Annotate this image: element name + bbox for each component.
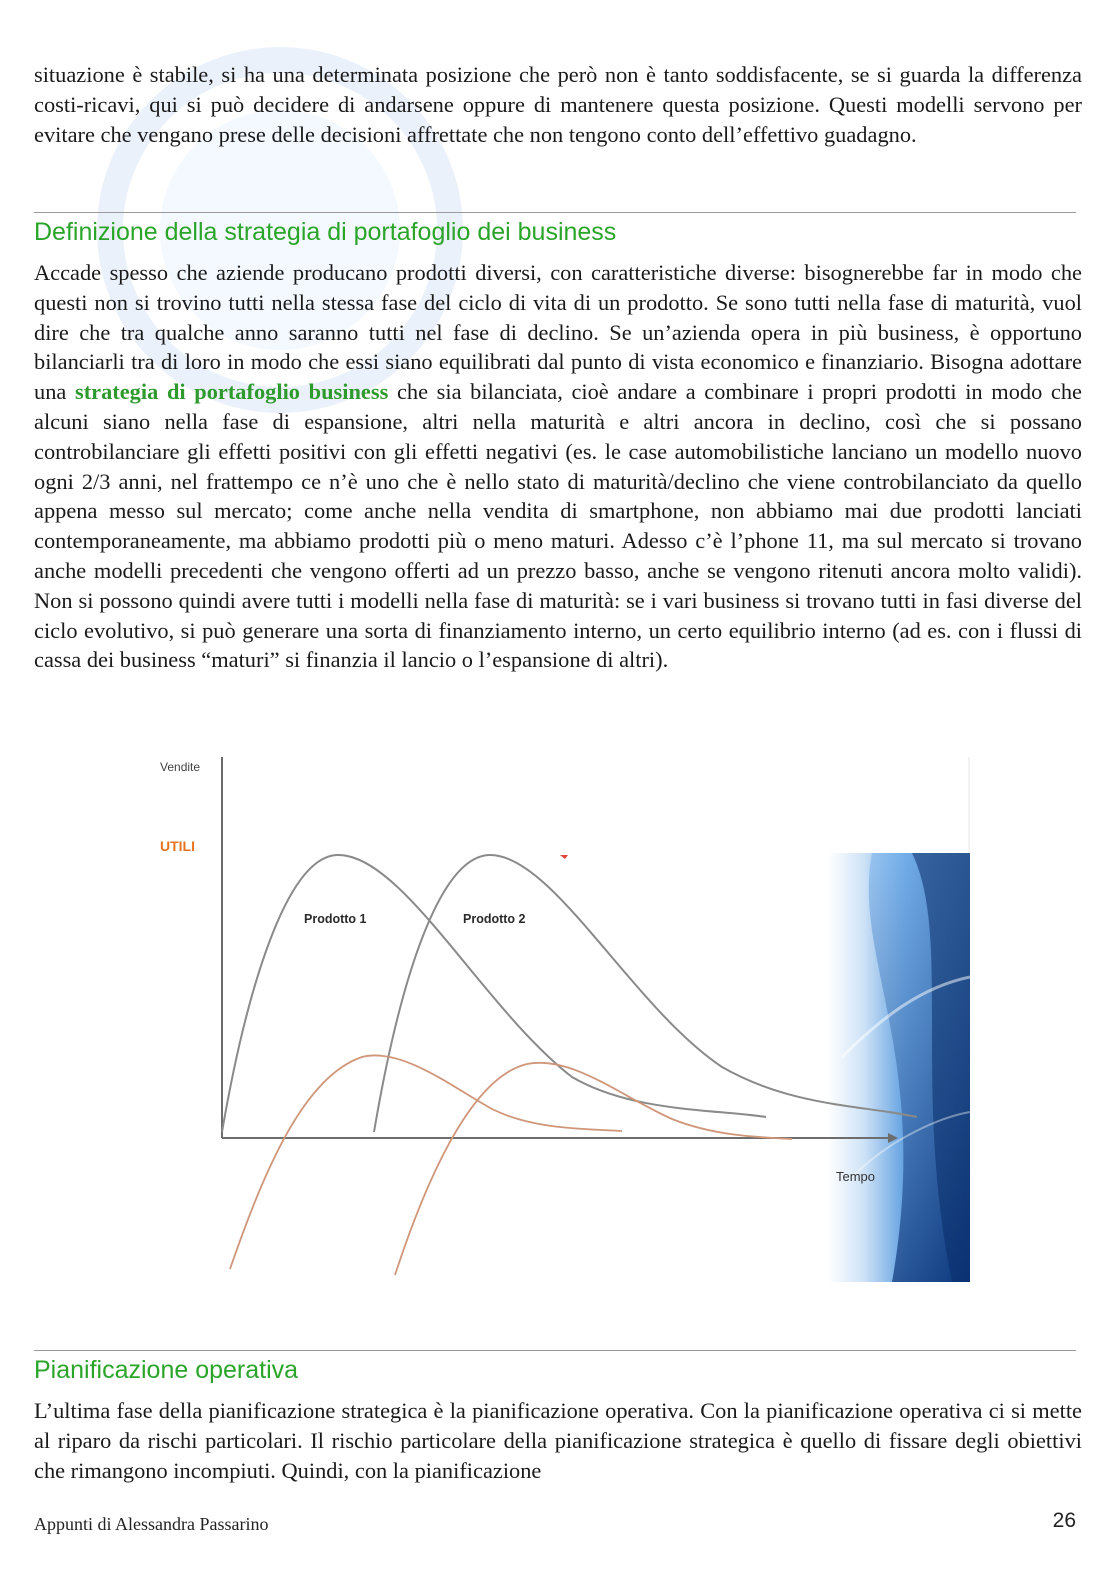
page-number: 26 [1052, 1509, 1076, 1532]
portfolio-strategy-highlight: strategia di portafoglio business [74, 379, 389, 405]
blue-decorative-panel [828, 853, 970, 1282]
product-lifecycle-figure [152, 757, 970, 1282]
portfolio-paragraph [34, 258, 1082, 675]
product1-profit-curve [230, 1055, 622, 1269]
profit-label: UTILI [160, 838, 195, 854]
product2-label: Prodotto 2 [463, 912, 526, 926]
section-heading-portfolio: Definizione della strategia di portafoglio dei business [34, 218, 617, 246]
intro-paragraph: situazione è stabile, si ha una determinata posizione che però non è tanto soddisfacente, se si guarda la differenza costi-ricavi, qui si può decidere di andarsene oppure di mantenere questa posizione. Questi modelli servono per evitare che vengano prese delle decisioni affrettate che non tengono conto dell’effettivo guadagno. [34, 62, 1082, 147]
x-axis-label: Tempo [836, 1169, 876, 1184]
product1-label: Prodotto 1 [304, 912, 367, 926]
product1-sales-curve [222, 855, 766, 1132]
footer-author: Appunti di Alessandra Passarino [34, 1514, 269, 1534]
product2-profit-curve [395, 1063, 792, 1275]
red-marker [560, 855, 568, 859]
y-axis-label: Vendite [160, 760, 201, 774]
section-divider-2 [34, 1350, 1076, 1351]
section-heading-operational: Pianificazione operativa [34, 1356, 299, 1384]
portfolio-text-before: Accade spesso che aziende producano prodotti diversi, con caratteristiche diverse: bisognerebbe far in modo che questi non si trovino tutti nella stessa fase del ciclo di vita di un prodotto. Se sono tutti nella fase di maturità, vuol dire che tra qualche anno saranno tutti nel fase di declino. Se un’azienda opera in più business, è opportuno bilanciarli tra di loro in modo che essi siano equilibrati dal punto di vista economico e finanziario. Bisogna adottare una [34, 260, 1082, 405]
operational-paragraph: L’ultima fase della pianificazione strategica è la pianificazione operativa. Con la pianificazione operativa ci si mette al riparo da rischi particolari. Il rischio particolare della pianificazione strategica è quello di fissare degli obiettivi che rimangono incompiuti. Quindi, con la pianificazione [34, 1398, 1082, 1483]
section-divider [34, 212, 1076, 213]
portfolio-text-after: che sia bilanciata, cioè andare a combinare i propri prodotti in modo che alcuni siano nella fase di espansione, altri nella maturità e altri ancora in declino, così che si possano controbilanciare gli effetti positivi con gli effetti negativi (es. le case automobilistiche lanciano un modello nuovo ogni 2/3 anni, nel frattempo ce n’è uno che è nello stato di maturità/declino che viene controbilanciato da quello appena messo sul mercato; come anche nella vendita di smartphone, non abbiamo mai due prodotti lanciati contemporaneamente, ma abbiamo prodotti più o meno maturi. Adesso c’è l’phone 11, ma sul mercato si trovano anche modelli precedenti che vengono offerti ad un prezzo basso, anche se vengono ritenuti ancora molto validi). Non si possono quindi avere tutti i modelli nella fase di maturità: se i vari business si trovano tutti in fasi diverse del ciclo evolutivo, si può generare una sorta di finanziamento interno, un certo equilibrio interno (ad es. con i flussi di cassa dei business “maturi” si finanzia il lancio o l’espansione di altri). [34, 379, 1082, 673]
